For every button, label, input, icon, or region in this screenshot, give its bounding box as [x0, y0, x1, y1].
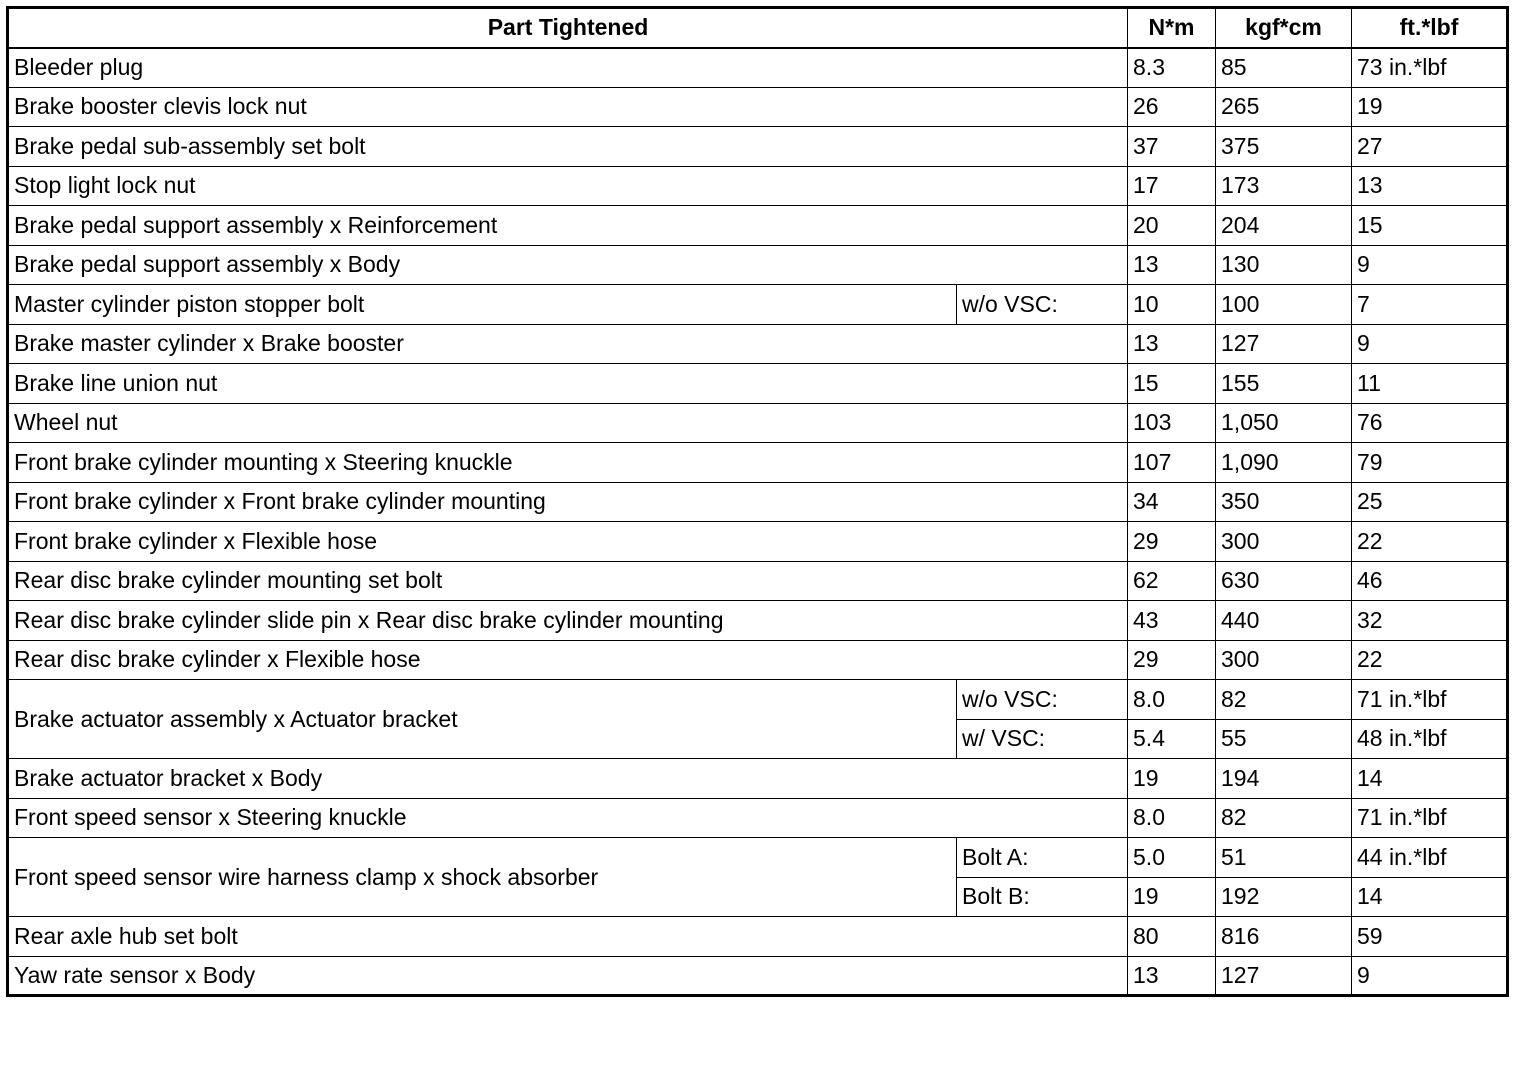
- nm-cell: 29: [1128, 522, 1216, 562]
- table-row: [8, 838, 1508, 878]
- table-row: [8, 680, 1508, 720]
- part-cell: Brake master cylinder x Brake booster: [8, 324, 1128, 364]
- ftlbf-cell: 22: [1352, 522, 1508, 562]
- kgfcm-cell: 1,050: [1216, 403, 1352, 443]
- ftlbf-cell: 73 in.*lbf: [1352, 48, 1508, 88]
- nm-cell: 13: [1128, 956, 1216, 996]
- nm-cell: 62: [1128, 561, 1216, 601]
- torque-spec-table: [6, 6, 1509, 997]
- nm-cell: 43: [1128, 601, 1216, 641]
- table-row: [8, 285, 1508, 325]
- part-cell: Rear disc brake cylinder mounting set bolt: [8, 561, 1128, 601]
- nm-cell: 5.0: [1128, 838, 1216, 878]
- ftlbf-cell: 15: [1352, 206, 1508, 246]
- ftlbf-cell: 79: [1352, 443, 1508, 483]
- nm-cell: 107: [1128, 443, 1216, 483]
- kgfcm-cell: 630: [1216, 561, 1352, 601]
- nm-cell: 19: [1128, 759, 1216, 799]
- ftlbf-cell: 9: [1352, 956, 1508, 996]
- table-row: [8, 245, 1508, 285]
- kgfcm-cell: 440: [1216, 601, 1352, 641]
- part-cell: Yaw rate sensor x Body: [8, 956, 1128, 996]
- part-cell: Rear disc brake cylinder slide pin x Rear disc brake cylinder mounting: [8, 601, 1128, 641]
- kgfcm-cell: 265: [1216, 87, 1352, 127]
- kgfcm-cell: 82: [1216, 798, 1352, 838]
- ftlbf-cell: 44 in.*lbf: [1352, 838, 1508, 878]
- ftlbf-cell: 71 in.*lbf: [1352, 798, 1508, 838]
- header-row: [8, 8, 1508, 48]
- condition-cell: w/ VSC:: [957, 719, 1128, 759]
- part-cell: Brake actuator assembly x Actuator bracket: [8, 680, 957, 759]
- part-cell: Brake pedal support assembly x Reinforcement: [8, 206, 1128, 246]
- ftlbf-cell: 27: [1352, 127, 1508, 167]
- ftlbf-cell: 32: [1352, 601, 1508, 641]
- kgfcm-cell: 350: [1216, 482, 1352, 522]
- table-row: [8, 443, 1508, 483]
- nm-cell: 8.0: [1128, 798, 1216, 838]
- part-cell: Wheel nut: [8, 403, 1128, 443]
- condition-cell: Bolt B:: [957, 877, 1128, 917]
- nm-cell: 10: [1128, 285, 1216, 325]
- ftlbf-cell: 11: [1352, 364, 1508, 404]
- table-row: [8, 917, 1508, 957]
- table-row: [8, 403, 1508, 443]
- nm-cell: 5.4: [1128, 719, 1216, 759]
- table-row: [8, 364, 1508, 404]
- nm-cell: 20: [1128, 206, 1216, 246]
- part-cell: Brake actuator bracket x Body: [8, 759, 1128, 799]
- ftlbf-cell: 13: [1352, 166, 1508, 206]
- part-cell: Rear axle hub set bolt: [8, 917, 1128, 957]
- nm-cell: 15: [1128, 364, 1216, 404]
- part-cell: Brake pedal support assembly x Body: [8, 245, 1128, 285]
- ftlbf-cell: 46: [1352, 561, 1508, 601]
- table-body: [8, 48, 1508, 996]
- table-row: [8, 640, 1508, 680]
- ftlbf-cell: 25: [1352, 482, 1508, 522]
- nm-cell: 37: [1128, 127, 1216, 167]
- table-row: [8, 87, 1508, 127]
- part-cell: Rear disc brake cylinder x Flexible hose: [8, 640, 1128, 680]
- kgfcm-cell: 300: [1216, 522, 1352, 562]
- ftlbf-cell: 22: [1352, 640, 1508, 680]
- part-cell: Brake pedal sub-assembly set bolt: [8, 127, 1128, 167]
- ftlbf-cell: 59: [1352, 917, 1508, 957]
- ftlbf-cell: 19: [1352, 87, 1508, 127]
- kgfcm-cell: 55: [1216, 719, 1352, 759]
- kgfcm-cell: 155: [1216, 364, 1352, 404]
- ftlbf-cell: 9: [1352, 324, 1508, 364]
- kgfcm-cell: 100: [1216, 285, 1352, 325]
- ftlbf-cell: 14: [1352, 759, 1508, 799]
- nm-cell: 29: [1128, 640, 1216, 680]
- kgfcm-cell: 85: [1216, 48, 1352, 88]
- ftlbf-cell: 9: [1352, 245, 1508, 285]
- header-nm: N*m: [1128, 8, 1216, 48]
- part-cell: Front speed sensor wire harness clamp x shock absorber: [8, 838, 957, 917]
- part-cell: Bleeder plug: [8, 48, 1128, 88]
- condition-cell: Bolt A:: [957, 838, 1128, 878]
- nm-cell: 34: [1128, 482, 1216, 522]
- table-row: [8, 324, 1508, 364]
- ftlbf-cell: 48 in.*lbf: [1352, 719, 1508, 759]
- nm-cell: 19: [1128, 877, 1216, 917]
- ftlbf-cell: 76: [1352, 403, 1508, 443]
- condition-cell: w/o VSC:: [957, 285, 1128, 325]
- nm-cell: 17: [1128, 166, 1216, 206]
- kgfcm-cell: 192: [1216, 877, 1352, 917]
- kgfcm-cell: 194: [1216, 759, 1352, 799]
- part-cell: Front brake cylinder mounting x Steering knuckle: [8, 443, 1128, 483]
- header-kgfcm: kgf*cm: [1216, 8, 1352, 48]
- kgfcm-cell: 173: [1216, 166, 1352, 206]
- kgfcm-cell: 204: [1216, 206, 1352, 246]
- part-cell: Brake line union nut: [8, 364, 1128, 404]
- kgfcm-cell: 130: [1216, 245, 1352, 285]
- table-row: [8, 561, 1508, 601]
- kgfcm-cell: 82: [1216, 680, 1352, 720]
- part-cell: Front brake cylinder x Front brake cylinder mounting: [8, 482, 1128, 522]
- header-part-tightened: Part Tightened: [8, 8, 1128, 48]
- part-cell: Front speed sensor x Steering knuckle: [8, 798, 1128, 838]
- table-row: [8, 206, 1508, 246]
- ftlbf-cell: 71 in.*lbf: [1352, 680, 1508, 720]
- part-cell: Stop light lock nut: [8, 166, 1128, 206]
- kgfcm-cell: 51: [1216, 838, 1352, 878]
- kgfcm-cell: 816: [1216, 917, 1352, 957]
- ftlbf-cell: 14: [1352, 877, 1508, 917]
- nm-cell: 13: [1128, 324, 1216, 364]
- part-cell: Front brake cylinder x Flexible hose: [8, 522, 1128, 562]
- table-row: [8, 166, 1508, 206]
- table-row: [8, 48, 1508, 88]
- nm-cell: 13: [1128, 245, 1216, 285]
- condition-cell: w/o VSC:: [957, 680, 1128, 720]
- kgfcm-cell: 127: [1216, 956, 1352, 996]
- nm-cell: 80: [1128, 917, 1216, 957]
- part-cell: Brake booster clevis lock nut: [8, 87, 1128, 127]
- table-row: [8, 127, 1508, 167]
- table-row: [8, 482, 1508, 522]
- table-row: [8, 759, 1508, 799]
- nm-cell: 26: [1128, 87, 1216, 127]
- kgfcm-cell: 375: [1216, 127, 1352, 167]
- ftlbf-cell: 7: [1352, 285, 1508, 325]
- nm-cell: 103: [1128, 403, 1216, 443]
- nm-cell: 8.3: [1128, 48, 1216, 88]
- kgfcm-cell: 300: [1216, 640, 1352, 680]
- kgfcm-cell: 1,090: [1216, 443, 1352, 483]
- table-row: [8, 522, 1508, 562]
- kgfcm-cell: 127: [1216, 324, 1352, 364]
- table-row: [8, 956, 1508, 996]
- header-ftlbf: ft.*lbf: [1352, 8, 1508, 48]
- nm-cell: 8.0: [1128, 680, 1216, 720]
- part-cell: Master cylinder piston stopper bolt: [8, 285, 957, 325]
- table-row: [8, 798, 1508, 838]
- table-row: [8, 601, 1508, 641]
